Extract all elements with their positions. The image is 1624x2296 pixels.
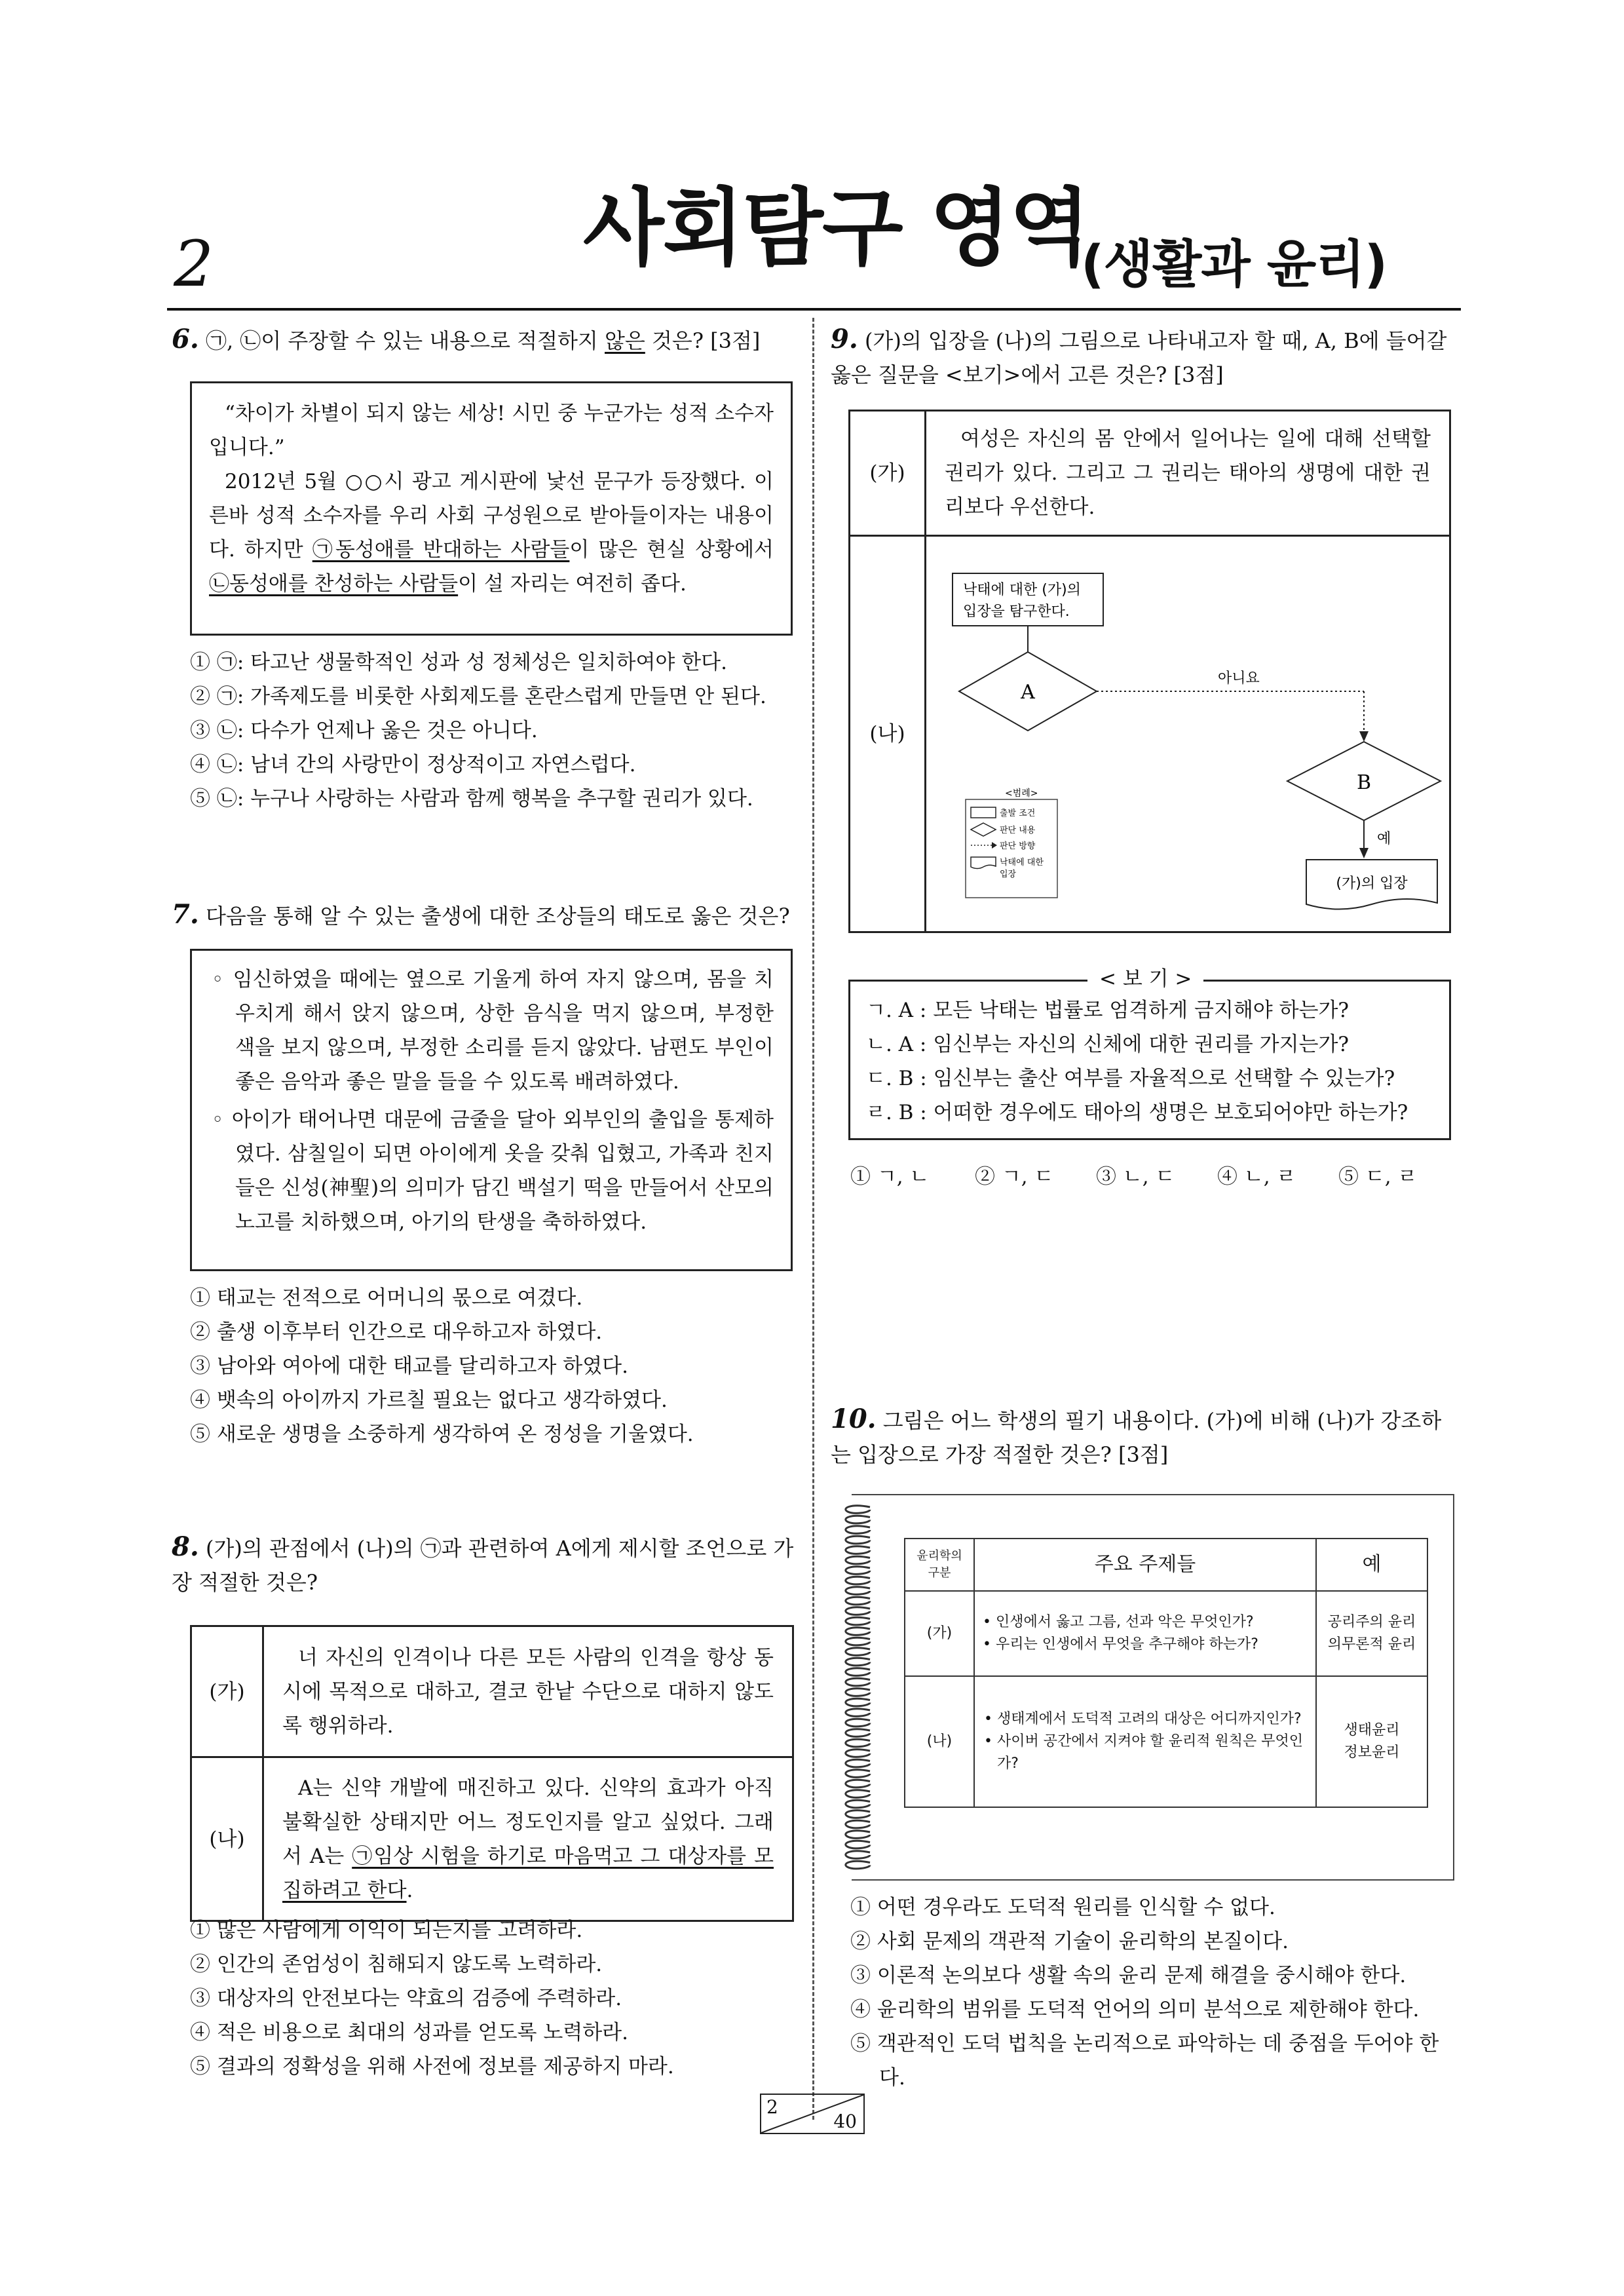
spiral-ring <box>846 1556 870 1563</box>
spiral-ring <box>846 1698 870 1706</box>
q7-item-2: ◦ 아이가 태어나면 대문에 금줄을 달아 외부인의 출입을 통제하였다. 삼칠일이 되면 아이에게 옷을 갖춰 입혔고, 가족과 친지들은 신성(神聖)의 의미가 담긴 백설기 떡을 만들어서 산모의 노고를 치하했으며, 아기의 탄생을 축하하였다. <box>212 1108 774 1234</box>
question-8 <box>172 1530 801 1599</box>
q10-notebook <box>852 1494 1454 1881</box>
q7-options <box>190 1281 806 1451</box>
legend-arrow-icon <box>992 842 997 849</box>
q10-options <box>850 1890 1460 2095</box>
question-10 <box>831 1402 1460 1472</box>
q6-options <box>190 645 806 816</box>
flow-start-line2: 입장을 탐구한다. <box>963 603 1070 620</box>
spiral-ring <box>846 1800 870 1807</box>
spiral-ring <box>846 1546 870 1554</box>
spiral-ring <box>846 1759 870 1767</box>
spiral-ring <box>846 1831 870 1838</box>
flow-label-a: A <box>1021 681 1035 704</box>
table-head-3: 예 <box>1316 1539 1427 1591</box>
legend-item-2: 판단 내용 <box>1000 826 1036 835</box>
option-2[interactable]: ② 인간의 존엄성이 침해되지 않도록 노력하라. <box>190 1953 603 1976</box>
q7-passage-box <box>190 949 793 1271</box>
row-ga-label: (가) <box>905 1591 974 1676</box>
option-4[interactable]: ④ 윤리학의 범위를 도덕적 언어의 의미 분석으로 제한해야 한다. <box>850 1998 1420 2021</box>
spiral-ring <box>846 1689 870 1696</box>
option-4[interactable]: ④ 뱃속의 아이까지 가르칠 필요는 없다고 생각하였다. <box>190 1388 668 1412</box>
option-4[interactable]: ④ ㉡: 남녀 간의 사랑만이 정상적이고 자연스럽다. <box>190 753 636 776</box>
bogi-item-2: ㄴ. A : 임신부는 자신의 신체에 대한 권리를 가지는가? <box>866 1033 1350 1056</box>
spiral-ring <box>846 1526 870 1533</box>
spiral-ring <box>846 1790 870 1797</box>
spiral-ring <box>846 1820 870 1827</box>
spiral-ring <box>846 1506 870 1513</box>
q8-label-ga: (가) <box>191 1626 263 1757</box>
column-divider <box>812 318 814 2120</box>
header-rule <box>167 308 1461 311</box>
row-na-examples: 생태윤리 정보윤리 <box>1316 1676 1427 1807</box>
spiral-ring <box>846 1617 870 1624</box>
spiral-ring <box>846 1841 870 1848</box>
footer-page: 2 <box>766 2096 778 2118</box>
q6-passage-box <box>190 381 793 636</box>
q9-flowchart-cell <box>926 536 1450 932</box>
option-5[interactable]: ⑤ 새로운 생명을 소중하게 생각하여 온 정성을 기울였다. <box>190 1423 694 1446</box>
q6-paragraph: 2012년 5월 ○○시 광고 게시판에 낯선 문구가 등장했다. 이른바 성적 소수자를 우리 사회 구성원으로 받아들이자는 내용이다. 하지만 ㉠동성애를 반대하는 사람들이 많은 현실 상황에서 ㉡동성애를 찬성하는 사람들이 설 자리는 여전히 좁다. <box>209 470 774 596</box>
q8-options <box>190 1913 806 2084</box>
spiral-ring <box>846 1637 870 1645</box>
q9-table <box>848 410 1451 933</box>
row-ga-examples: 공리주의 윤리 의무론적 윤리 <box>1316 1591 1427 1676</box>
question-stem: (가)의 관점에서 (나)의 ㉠과 관련하여 A에게 제시할 조언으로 가장 적절한 것은? <box>172 1536 794 1595</box>
option-2[interactable]: ② ㄱ, ㄷ <box>975 1165 1054 1189</box>
legend-item-4: 낙태에 대한 <box>1000 858 1044 868</box>
q8-text-na: A는 신약 개발에 매진하고 있다. 신약의 효과가 아직 불확실한 상태지만 어느 정도인지를 알고 싶었다. 그래서 A는 ㉠임상 시험을 하기로 마음먹고 그 대상자를 모집하려고 한다. <box>263 1757 793 1921</box>
spiral-ring <box>846 1729 870 1736</box>
option-2[interactable]: ② 사회 문제의 객관적 기술이 윤리학의 본질이다. <box>850 1930 1289 1953</box>
spiral-ring <box>846 1597 870 1604</box>
option-4[interactable]: ④ 적은 비용으로 최대의 성과를 얻도록 노력하라. <box>190 2021 628 2044</box>
spiral-ring <box>846 1810 870 1818</box>
question-number: 10. <box>831 1404 877 1434</box>
spiral-ring <box>846 1607 870 1615</box>
notebook-spiral <box>837 1502 877 1875</box>
table-head-2: 주요 주제들 <box>974 1539 1316 1591</box>
spiral-ring <box>846 1709 870 1716</box>
spiral-ring <box>846 1577 870 1584</box>
spiral-ring <box>846 1719 870 1726</box>
q9-text-ga: 여성은 자신의 몸 안에서 일어나는 일에 대해 선택할 권리가 있다. 그리고 그 권리는 태아의 생명에 대한 권리보다 우선한다. <box>926 411 1450 536</box>
q9-bogi-box <box>848 980 1451 1140</box>
option-1[interactable]: ① ㉠: 타고난 생물학적인 성과 성 정체성은 일치하여야 한다. <box>190 651 727 674</box>
bogi-item-1: ㄱ. A : 모든 낙태는 법률로 엄격하게 금지해야 하는가? <box>866 999 1350 1022</box>
option-3[interactable]: ③ ㄴ, ㄷ <box>1096 1165 1175 1189</box>
q6-quote: “차이가 차별이 되지 않는 세상! 시민 중 누군가는 성적 소수자입니다.” <box>209 402 774 459</box>
q7-item-1: ◦ 임신하였을 때에는 옆으로 기울게 하여 자지 않으며, 몸을 치우치게 해서 앉지 않으며, 상한 음식을 먹지 않으며, 부정한 색을 보지 않으며, 부정한 소리를 듣지 않았다. 남편도 부인이 좋은 음악과 좋은 말을 들을 수 있도록 배려하였다. <box>212 968 774 1094</box>
question-stem: 그림은 어느 학생의 필기 내용이다. (가)에 비해 (나)가 강조하는 입장으로 가장 적절한 것은? [3점] <box>831 1408 1442 1467</box>
option-1[interactable]: ① 태교는 전적으로 어머니의 몫으로 여겼다. <box>190 1286 583 1310</box>
subject-subtitle: (생활과 윤리) <box>1081 235 1388 294</box>
option-5[interactable]: ⑤ ㄷ, ㄹ <box>1338 1165 1418 1189</box>
spiral-ring <box>846 1750 870 1757</box>
legend-doc-icon <box>971 857 996 869</box>
flow-label-yes: 예 <box>1377 831 1391 847</box>
q8-text-ga: 너 자신의 인격이나 다른 모든 사람의 인격을 항상 동시에 목적으로 대하고, 결코 한낱 수단으로 대하지 않도록 행위하라. <box>263 1626 793 1757</box>
q9-label-ga: (가) <box>850 411 926 536</box>
spiral-ring <box>846 1648 870 1655</box>
legend-title: <범례> <box>1005 788 1038 799</box>
row-na-topics: • 생태계에서 도덕적 고려의 대상은 어디까지인가? • 사이버 공간에서 지켜야 할 윤리적 원칙은 무엇인가? <box>974 1676 1316 1807</box>
question-stem: (가)의 입장을 (나)의 그림으로 나타내고자 할 때, A, B에 들어갈 옳은 질문을 <보기>에서 고른 것은? [3점] <box>831 328 1447 387</box>
spiral-ring <box>846 1658 870 1665</box>
question-number: 8. <box>172 1531 199 1562</box>
table-head-1: 윤리학의 구분 <box>905 1539 974 1591</box>
row-ga-topics: • 인생에서 옳고 그름, 선과 악은 무엇인가? • 우리는 인생에서 무엇을 추구해야 하는가? <box>974 1591 1316 1676</box>
question-stem: 다음을 통해 알 수 있는 출생에 대한 조상들의 태도로 옳은 것은? <box>205 904 790 928</box>
option-2[interactable]: ② 출생 이후부터 인간으로 대우하고자 하였다. <box>190 1320 603 1344</box>
spiral-ring <box>846 1780 870 1787</box>
spiral-ring <box>846 1567 870 1574</box>
spiral-ring <box>846 1678 870 1685</box>
question-stem: ㉠, ㉡이 주장할 수 있는 내용으로 적절하지 않은 것은? [3점] <box>205 328 761 353</box>
q9-label-na: (나) <box>850 536 926 932</box>
row-na-label: (나) <box>905 1676 974 1807</box>
spiral-ring <box>846 1739 870 1746</box>
spiral-ring <box>846 1770 870 1777</box>
q10-table <box>904 1538 1428 1808</box>
q8-label-na: (나) <box>191 1757 263 1921</box>
option-3[interactable]: ③ 대상자의 안전보다는 약효의 검증에 주력하라. <box>190 1987 622 2010</box>
option-3[interactable]: ③ ㉡: 다수가 언제나 옳은 것은 아니다. <box>190 719 538 742</box>
spiral-ring <box>846 1851 870 1858</box>
question-7 <box>172 898 801 933</box>
legend-item-1: 출발 조건 <box>1000 809 1036 818</box>
spiral-ring <box>846 1536 870 1543</box>
flow-start-line1: 낙태에 대한 (가)의 <box>963 582 1081 598</box>
spiral-ring <box>846 1628 870 1635</box>
legend-diamond-icon <box>971 823 996 836</box>
flow-end-label: (가)의 입장 <box>1336 875 1408 892</box>
option-1[interactable]: ① ㄱ, ㄴ <box>850 1165 930 1189</box>
footer-total: 40 <box>833 2111 857 2132</box>
option-2[interactable]: ② ㉠: 가족제도를 비롯한 사회제도를 혼란스럽게 만들면 안 된다. <box>190 685 766 708</box>
bogi-item-3: ㄷ. B : 임신부는 출산 여부를 자율적으로 선택할 수 있는가? <box>866 1067 1395 1090</box>
flow-label-no: 아니요 <box>1218 670 1260 687</box>
option-5[interactable]: ⑤ 객관적인 도덕 법칙을 논리적으로 파악하는 데 중점을 두어야 한다. <box>850 2032 1439 2090</box>
spiral-ring <box>846 1668 870 1675</box>
spiral-ring <box>846 1861 870 1868</box>
flow-label-b: B <box>1356 771 1372 794</box>
spiral-ring <box>846 1587 870 1594</box>
option-5[interactable]: ⑤ 결과의 정확성을 위해 사전에 정보를 제공하지 마라. <box>190 2055 674 2078</box>
bogi-title: < 보 기 > <box>1087 966 1203 992</box>
question-9 <box>831 322 1460 392</box>
bogi-item-4: ㄹ. B : 어떠한 경우에도 태아의 생명은 보호되어야만 하는가? <box>866 1101 1408 1124</box>
option-3[interactable]: ③ 남아와 여아에 대한 태교를 달리하고자 하였다. <box>190 1354 628 1378</box>
option-3[interactable]: ③ 이론적 논의보다 생활 속의 윤리 문제 해결을 중시해야 한다. <box>850 1964 1407 1987</box>
q9-options <box>850 1160 1453 1194</box>
question-number: 7. <box>172 899 199 930</box>
subject-title: 사회탐구 영역 <box>583 180 1089 277</box>
legend-box-icon <box>971 807 996 818</box>
question-6 <box>172 322 794 358</box>
legend-item-4-line2: 입장 <box>1000 870 1017 879</box>
option-5[interactable]: ⑤ ㉡: 누구나 사랑하는 사람과 함께 행복을 추구할 권리가 있다. <box>190 787 753 811</box>
spiral-ring <box>846 1516 870 1523</box>
option-1[interactable]: ① 많은 사람에게 이익이 되는지를 고려하라. <box>190 1919 583 1942</box>
legend-item-3: 판단 방향 <box>1000 841 1036 851</box>
option-4[interactable]: ④ ㄴ, ㄹ <box>1217 1165 1296 1189</box>
footer-page-box <box>760 2094 865 2134</box>
q8-table <box>190 1625 794 1922</box>
page-number: 2 <box>174 227 214 301</box>
option-1[interactable]: ① 어떤 경우라도 도덕적 원리를 인식할 수 없다. <box>850 1896 1275 1919</box>
question-number: 9. <box>831 324 858 354</box>
q9-flowchart <box>926 537 1449 930</box>
question-number: 6. <box>172 324 199 354</box>
